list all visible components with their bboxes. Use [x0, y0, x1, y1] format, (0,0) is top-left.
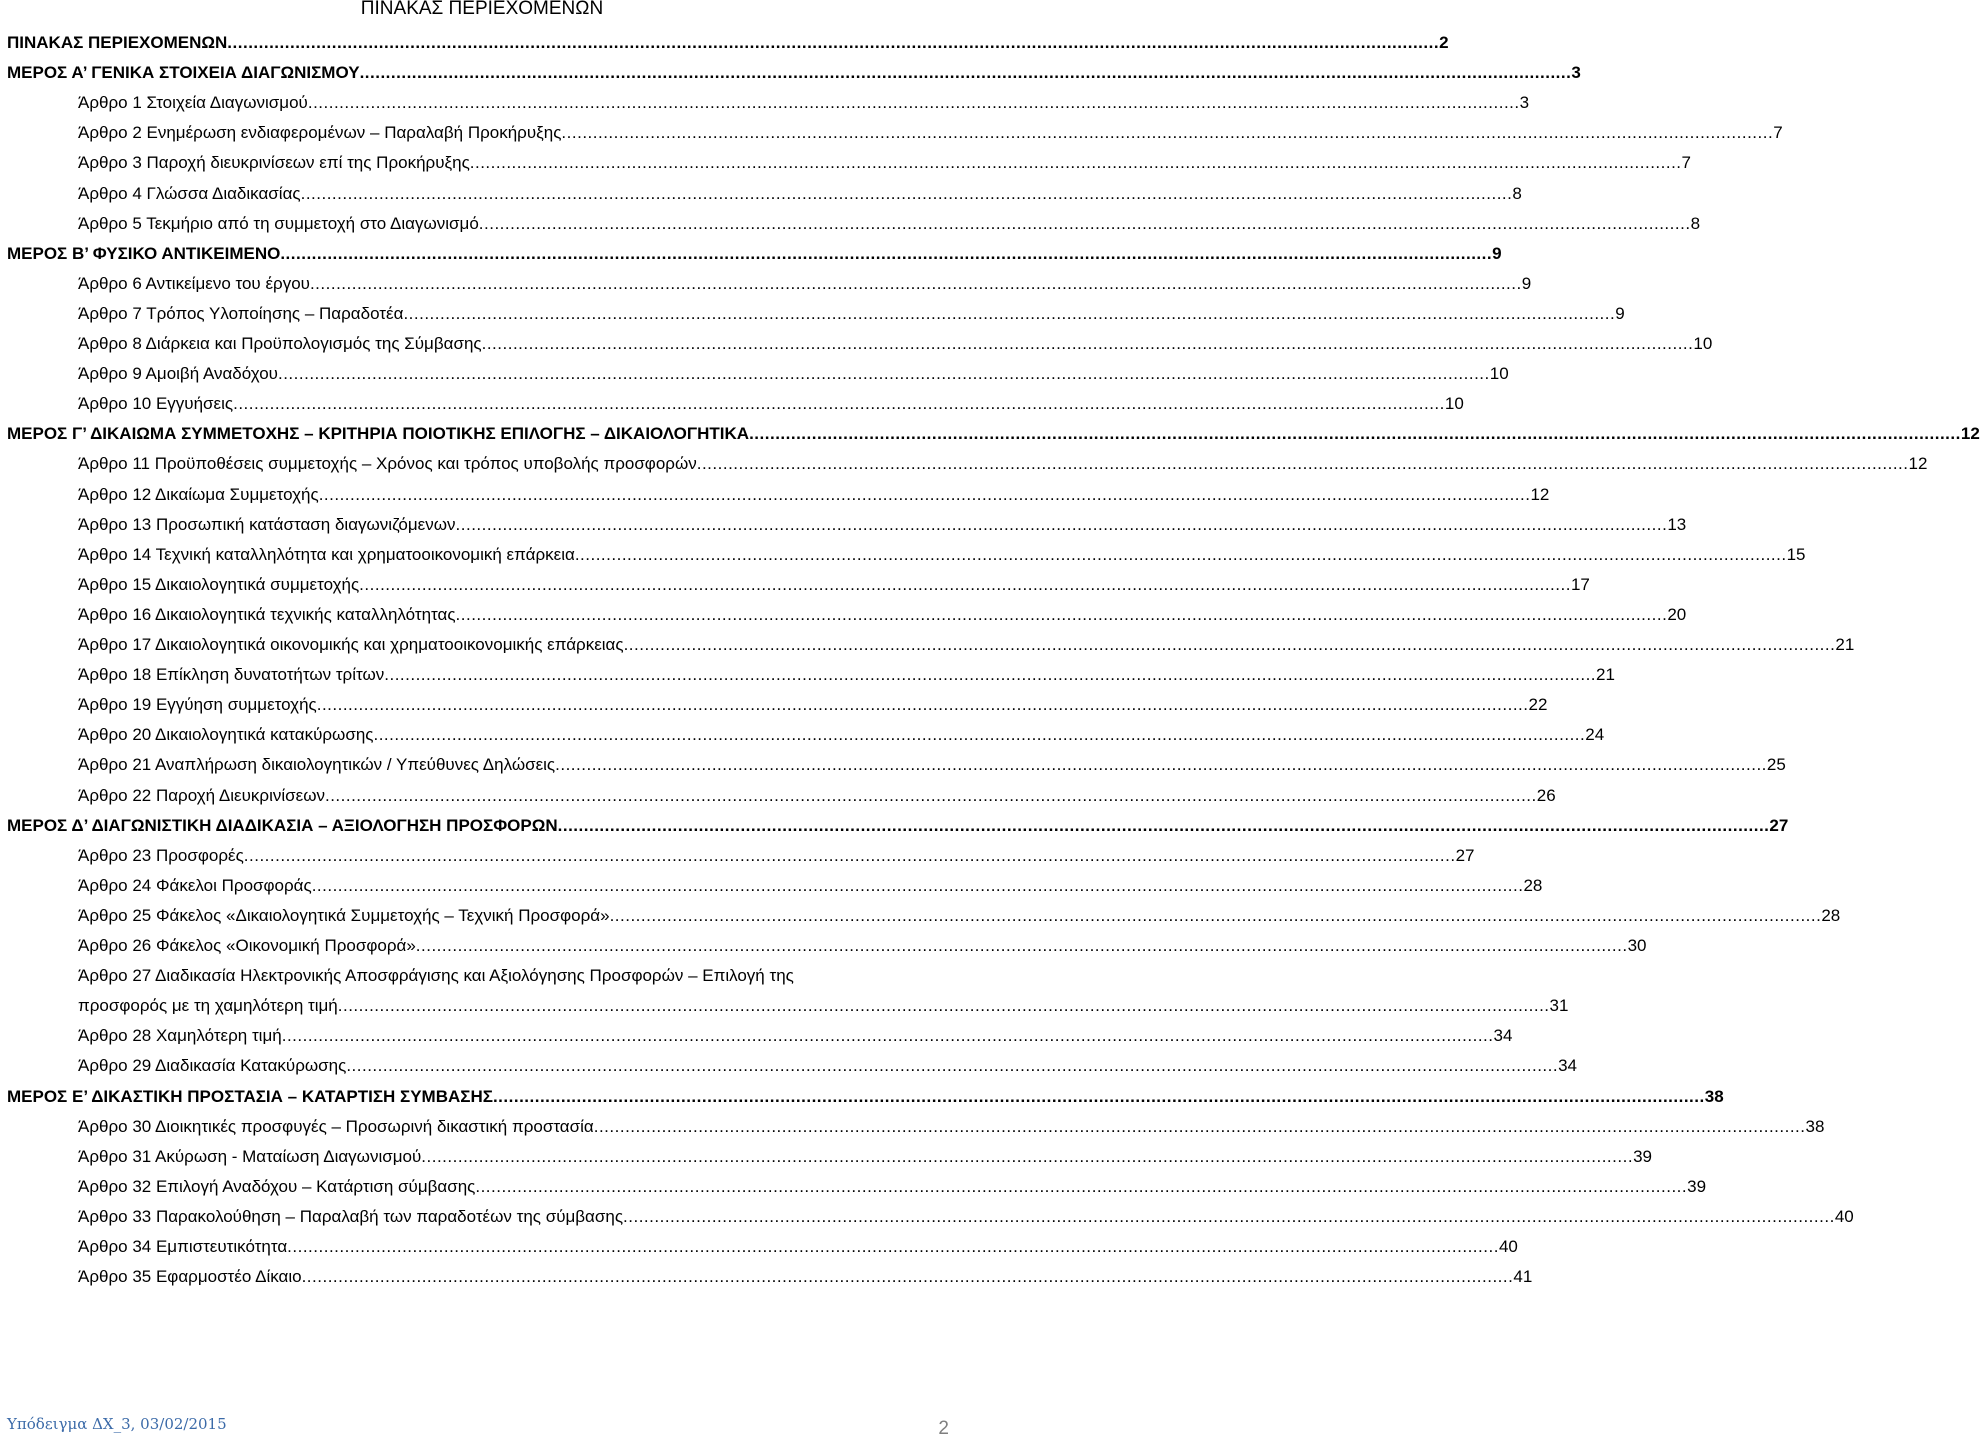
toc-article-entry[interactable] — [0, 213, 1701, 244]
toc-entry-page: 41 — [1513, 1267, 1533, 1287]
toc-entry-line — [78, 394, 1464, 414]
toc-dot-leader — [594, 1117, 1806, 1137]
toc-entry-line — [78, 1026, 1513, 1046]
toc-dot-leader — [475, 1177, 1687, 1197]
toc-dot-leader — [555, 755, 1767, 775]
toc-article-entry[interactable] — [0, 785, 1556, 816]
toc-dot-leader — [280, 244, 1492, 264]
toc-entry-page: 38 — [1805, 1116, 1825, 1136]
toc-entry-title: ΜΕΡΟΣ Γ’ ΔΙΚΑΙΩΜΑ ΣΥΜΜΕΤΟΧΗΣ – ΚΡΙΤΗΡΙΑ ΠΟΙΟΤΙΚΗΣ ΕΠΙΛΟΓΗΣ – ΔΙΚΑΙΟΛΟΓΗΤΙΚΑ — [7, 424, 750, 444]
toc-entry-line — [78, 966, 956, 986]
toc-entry-title: Άρθρο 1 Στοιχεία Διαγωνισμού — [78, 93, 308, 113]
toc-entry-title: Άρθρο 12 Δικαίωμα Συμμετοχής — [78, 484, 319, 504]
toc-article-entry[interactable] — [0, 665, 1615, 695]
toc-dot-leader — [623, 1207, 1835, 1227]
toc-article-entry[interactable] — [0, 1267, 1533, 1297]
toc-entry-page: 9 — [1492, 243, 1502, 263]
toc-article-entry[interactable] — [0, 1237, 1518, 1267]
toc-entry-line — [78, 303, 1625, 324]
toc-entry-page: 34 — [1493, 1026, 1513, 1046]
toc-article-entry[interactable] — [0, 454, 1928, 484]
toc-entry-page: 7 — [1681, 153, 1692, 173]
toc-entry-line — [78, 875, 1543, 896]
toc-entry-title: Άρθρο 17 Δικαιολογητικά οικονομικής και χρηματοοικονομικής επάρκειας — [78, 635, 624, 654]
toc-entry-page: 8 — [1512, 183, 1522, 203]
toc-dot-leader — [384, 665, 1596, 685]
toc-entry-title: Άρθρο 26 Φάκελος «Οικονομική Προσφορά» — [78, 936, 416, 955]
toc-entry-title: Άρθρο 6 Αντικείμενο του έργου — [78, 273, 310, 293]
toc-part-entry[interactable] — [0, 424, 1980, 454]
toc-dot-leader — [610, 906, 1822, 926]
toc-entry-line — [78, 1056, 1578, 1076]
toc-dot-leader — [403, 304, 1615, 324]
toc-entry-line — [78, 484, 1550, 505]
page-title-text: ΠΙΝΑΚΑΣ ΠΕΡΙΕΧΟΜΕΝΩΝ — [360, 0, 604, 19]
toc-entry-title: Άρθρο 30 Διοικητικές προσφυγές – Προσωρινή δικαστική προστασία — [78, 1116, 594, 1136]
toc-entry-line — [78, 1206, 1854, 1227]
toc-article-entry[interactable] — [0, 695, 1548, 725]
toc-dot-leader — [697, 454, 1909, 474]
toc-entry-page: 40 — [1834, 1206, 1854, 1226]
toc-dot-leader — [482, 334, 1694, 354]
toc-entry-page: 10 — [1693, 334, 1713, 353]
toc-entry-title: Άρθρο 22 Παροχή Διευκρινίσεων — [78, 785, 325, 805]
toc-entry-page: 13 — [1667, 514, 1687, 534]
toc-article-entry[interactable] — [0, 183, 1522, 214]
toc-entry-page: 12 — [1908, 454, 1928, 474]
toc-dot-leader — [421, 1147, 1633, 1167]
toc-dot-leader — [308, 93, 1520, 113]
toc-article-entry[interactable] — [0, 574, 1590, 605]
toc-entry-line — [78, 1237, 1518, 1257]
toc-entry-line — [78, 1267, 1533, 1287]
toc-dot-leader — [561, 123, 1773, 143]
toc-entry-page: 39 — [1687, 1176, 1707, 1196]
toc-part-entry[interactable] — [0, 63, 1581, 93]
toc-article-entry[interactable] — [0, 905, 1841, 936]
toc-entry-line — [7, 33, 1449, 53]
toc-entry-line — [78, 755, 1786, 775]
toc-article-entry[interactable] — [0, 725, 1605, 755]
toc-entry-line — [78, 905, 1841, 926]
toc-article-entry[interactable] — [0, 755, 1786, 785]
toc-entry-line — [78, 364, 1509, 384]
toc-dot-leader — [282, 1026, 1494, 1046]
toc-article-entry[interactable] — [0, 1116, 1825, 1147]
toc-entry-title: Άρθρο 28 Χαμηλότερη τιμή — [78, 1026, 282, 1046]
toc-article-entry[interactable] — [0, 1056, 1578, 1086]
toc-article-entry[interactable] — [0, 1206, 1854, 1237]
toc-entry-page: 22 — [1528, 695, 1548, 715]
toc-article-entry[interactable] — [0, 635, 1855, 665]
toc-entry-line — [78, 1146, 1652, 1167]
toc-article-entry[interactable] — [0, 364, 1509, 394]
toc-entry-title: Άρθρο 31 Ακύρωση - Ματαίωση Διαγωνισμού — [78, 1146, 422, 1166]
toc-entry-line — [78, 514, 1687, 535]
toc-dot-leader — [359, 575, 1571, 595]
toc-entry-title: Άρθρο 14 Τεχνική καταλληλότητα και χρηματοοικονομική επάρκεια — [78, 544, 575, 564]
toc-dot-leader — [470, 153, 1682, 173]
toc-dot-leader — [301, 184, 1513, 204]
toc-entry-line — [78, 785, 1556, 806]
toc-entry-title: Άρθρο 7 Τρόπος Υλοποίησης – Παραδοτέα — [78, 303, 404, 323]
toc-article-entry[interactable] — [0, 514, 1687, 545]
toc-entry-page: 40 — [1498, 1237, 1518, 1256]
toc-dot-leader — [360, 63, 1572, 83]
toc-article-entry[interactable] — [0, 334, 1713, 364]
toc-entry-title: ΜΕΡΟΣ Δ’ ΔΙΑΓΩΝΙΣΤΙΚΗ ΔΙΑΔΙΚΑΣΙΑ – ΑΞΙΟΛΟΓΗΣΗ ΠΡΟΣΦΟΡΩΝ — [7, 815, 558, 835]
toc-entry-title: Άρθρο 16 Δικαιολογητικά τεχνικής καταλληλότητας — [78, 604, 456, 624]
toc-entry-page: 26 — [1536, 785, 1556, 805]
toc-article-entry[interactable] — [0, 544, 1806, 575]
toc-entry-title: Άρθρο 20 Δικαιολογητικά κατακύρωσης — [78, 725, 374, 745]
page-title — [0, 0, 960, 20]
footer-document-id: Υπόδειγμα ΔΧ_3, 03/02/2015 — [7, 1415, 227, 1433]
toc-entry-page: 3 — [1519, 93, 1530, 113]
toc-article-entry[interactable] — [0, 966, 960, 996]
toc-entry-title: Άρθρο 21 Αναπλήρωση δικαιολογητικών / Υπεύθυνες Δηλώσεις — [78, 755, 556, 775]
toc-entry-line — [78, 665, 1615, 685]
toc-dot-leader — [312, 876, 1524, 896]
toc-entry-page: 15 — [1786, 544, 1806, 564]
toc-entry-line — [78, 454, 1928, 474]
toc-dot-leader — [338, 996, 1550, 1016]
toc-entry-page: 27 — [1455, 845, 1475, 865]
toc-entry-page: 2 — [1439, 33, 1449, 52]
toc-entry-page: 34 — [1558, 1056, 1578, 1076]
toc-entry-title: ΜΕΡΟΣ Α’ ΓΕΝΙΚΑ ΣΤΟΙΧΕΙΑ ΔΙΑΓΩΝΙΣΜΟΥ — [7, 63, 360, 83]
toc-dot-leader — [373, 725, 1585, 745]
toc-entry-title: προσφορός με τη χαμηλότερη τιμή — [78, 996, 338, 1016]
toc-part-entry[interactable] — [0, 815, 1789, 846]
toc-entry-page: 3 — [1571, 63, 1581, 83]
toc-entry-page: 21 — [1835, 635, 1855, 654]
toc-article-entry[interactable] — [0, 394, 1464, 424]
toc-entry-page: 9 — [1521, 273, 1532, 293]
toc-article-entry[interactable] — [0, 1176, 1707, 1207]
toc-entry-page: 30 — [1627, 936, 1647, 955]
toc-entry-line — [7, 1086, 1724, 1107]
toc-entry-page: 28 — [1821, 905, 1841, 925]
toc-dot-leader — [310, 274, 1522, 294]
toc-dot-leader — [456, 515, 1668, 535]
toc-dot-leader — [749, 424, 1961, 444]
toc-entry-line — [78, 695, 1548, 715]
toc-entry-line — [78, 574, 1590, 595]
toc-entry-line — [78, 845, 1475, 866]
toc-article-entry[interactable] — [0, 303, 1625, 334]
toc-entry-line — [78, 936, 1647, 956]
toc-dot-leader — [416, 936, 1628, 956]
toc-entry-page: 9 — [1615, 303, 1625, 323]
toc-entry-line — [78, 725, 1605, 745]
toc-entry-line — [7, 243, 1502, 264]
toc-entry-line — [78, 544, 1806, 565]
toc-entry-page: 7 — [1773, 123, 1783, 143]
toc-dot-leader — [346, 1056, 1558, 1076]
toc-dot-leader — [558, 816, 1770, 836]
toc-article-entry[interactable] — [0, 1146, 1652, 1177]
toc-entry-title: ΜΕΡΟΣ Β’ ΦΥΣΙΚΟ ΑΝΤΙΚΕΙΜΕΝΟ — [7, 243, 281, 263]
toc-dot-leader — [317, 695, 1529, 715]
toc-part-entry[interactable] — [0, 33, 1449, 63]
toc-entry-title: Άρθρο 24 Φάκελοι Προσφοράς — [78, 875, 312, 895]
toc-entry-page: 10 — [1489, 364, 1509, 384]
toc-entry-title: Άρθρο 10 Εγγυήσεις — [78, 394, 234, 414]
toc-entry-title: Άρθρο 33 Παρακολούθηση – Παραλαβή των παραδοτέων της σύμβασης — [78, 1206, 624, 1226]
toc-article-entry[interactable] — [0, 936, 1647, 966]
toc-entry-title: Άρθρο 8 Διάρκεια και Προϋπολογισμός της Σύμβασης — [78, 334, 482, 353]
toc-entry-title: Άρθρο 27 Διαδικασία Ηλεκτρονικής Αποσφράγισης και Αξιολόγησης Προσφορών – Επιλογή της — [78, 966, 794, 986]
toc-entry-line — [78, 334, 1713, 354]
toc-entry-title: Άρθρο 19 Εγγύηση συμμετοχής — [78, 695, 317, 715]
toc-entry-page: 28 — [1523, 875, 1543, 895]
toc-entry-title: Άρθρο 11 Προϋποθέσεις συμμετοχής – Χρόνος και τρόπος υποβολής προσφορών — [78, 454, 697, 474]
toc-entry-page: 25 — [1766, 755, 1786, 775]
toc-entry-page: 8 — [1690, 213, 1701, 233]
toc-dot-leader — [302, 1267, 1514, 1287]
toc-entry-line — [78, 153, 1692, 173]
toc-part-entry[interactable] — [0, 1086, 1724, 1117]
toc-dot-leader — [624, 635, 1836, 655]
toc-entry-line — [78, 996, 1569, 1016]
toc-dot-leader — [278, 364, 1490, 384]
toc-dot-leader — [325, 786, 1537, 806]
toc-entry-title: Άρθρο 35 Εφαρμοστέο Δίκαιο — [78, 1267, 302, 1287]
toc-entry-title: Άρθρο 32 Επιλογή Αναδόχου – Κατάρτιση σύμβασης — [78, 1176, 476, 1196]
toc-entry-line — [78, 123, 1783, 143]
toc-entry-title: Άρθρο 15 Δικαιολογητικά συμμετοχής — [78, 574, 360, 594]
toc-article-entry[interactable] — [0, 484, 1550, 515]
toc-entry-line — [78, 1176, 1707, 1197]
toc-entry-title: Άρθρο 2 Ενημέρωση ενδιαφερομένων – Παραλαβή Προκήρυξης — [78, 123, 562, 143]
toc-entry-line — [78, 213, 1701, 234]
toc-article-entry[interactable] — [0, 93, 1530, 123]
toc-entry-title: Άρθρο 5 Τεκμήριο από τη συμμετοχή στο Διαγωνισμό — [78, 213, 479, 233]
toc-article-entry[interactable] — [0, 604, 1687, 635]
toc-entry-title: Άρθρο 25 Φάκελος «Δικαιολογητικά Συμμετοχής – Τεχνική Προσφορά» — [78, 905, 610, 925]
toc-entry-page: 31 — [1549, 996, 1569, 1016]
toc-dot-leader — [456, 605, 1668, 625]
toc-entry-line — [7, 815, 1789, 836]
toc-entry-title: Άρθρο 4 Γλώσσα Διαδικασίας — [78, 183, 301, 203]
toc-entry-page: 27 — [1769, 815, 1789, 835]
toc-dot-leader — [287, 1237, 1499, 1257]
toc-dot-leader — [575, 545, 1787, 565]
toc-entry-line — [78, 273, 1532, 294]
toc-entry-page: 12 — [1530, 484, 1550, 504]
toc-dot-leader — [319, 485, 1531, 505]
toc-entry-page: 20 — [1667, 604, 1687, 624]
toc-entry-title: Άρθρο 34 Εμπιστευτικότητα — [78, 1237, 288, 1256]
toc-dot-leader — [227, 33, 1439, 53]
footer-page-number: 2 — [938, 1418, 949, 1439]
toc-article-entry[interactable] — [0, 273, 1532, 304]
toc-entry-page: 24 — [1585, 725, 1605, 745]
toc-entry-line — [78, 635, 1855, 655]
toc-article-entry[interactable] — [0, 153, 1692, 183]
toc-entry-title: Άρθρο 9 Αμοιβή Αναδόχου — [78, 364, 278, 384]
toc-entry-line — [78, 1116, 1825, 1137]
toc-entry-line — [7, 63, 1581, 83]
toc-article-entry[interactable] — [0, 845, 1475, 876]
toc-entry-title: Άρθρο 23 Προσφορές — [78, 845, 244, 865]
toc-entry-page: 12 — [1960, 424, 1980, 444]
toc-entry-page: 39 — [1633, 1146, 1652, 1166]
toc-entry-page: 17 — [1570, 574, 1590, 594]
toc-entry-title: ΜΕΡΟΣ Ε’ ΔΙΚΑΣΤΙΚΗ ΠΡΟΣΤΑΣΙΑ – ΚΑΤΑΡΤΙΣΗ ΣΥΜΒΑΣΗΣ — [7, 1086, 493, 1106]
toc-entry-line — [7, 424, 1980, 444]
toc-dot-leader — [233, 394, 1445, 414]
toc-entry-line — [78, 93, 1530, 113]
toc-article-entry[interactable] — [0, 1026, 1513, 1056]
toc-entry-line — [78, 183, 1522, 204]
toc-entry-title: Άρθρο 18 Επίκληση δυνατοτήτων τρίτων — [78, 665, 385, 685]
toc-article-entry[interactable] — [0, 123, 1783, 153]
toc-entry-line — [78, 604, 1687, 625]
toc-entry-title: Άρθρο 29 Διαδικασία Κατακύρωσης — [78, 1056, 347, 1076]
toc-entry-title: Άρθρο 3 Παροχή διευκρινίσεων επί της Προκήρυξης — [78, 153, 470, 173]
toc-entry-page: 21 — [1596, 665, 1615, 685]
toc-dot-leader — [244, 846, 1456, 866]
toc-entry-page: 38 — [1704, 1086, 1724, 1106]
toc-dot-leader — [493, 1087, 1705, 1107]
toc-article-entry[interactable] — [0, 996, 1569, 1026]
toc-article-entry[interactable] — [0, 875, 1543, 906]
toc-dot-leader — [479, 214, 1691, 234]
toc-entry-title: Άρθρο 13 Προσωπική κατάσταση διαγωνιζόμενων — [78, 514, 456, 534]
toc-entry-title: ΠΙΝΑΚΑΣ ΠΕΡΙΕΧΟΜΕΝΩΝ — [7, 33, 228, 52]
toc-entry-page: 10 — [1444, 394, 1464, 414]
toc-part-entry[interactable] — [0, 243, 1502, 274]
